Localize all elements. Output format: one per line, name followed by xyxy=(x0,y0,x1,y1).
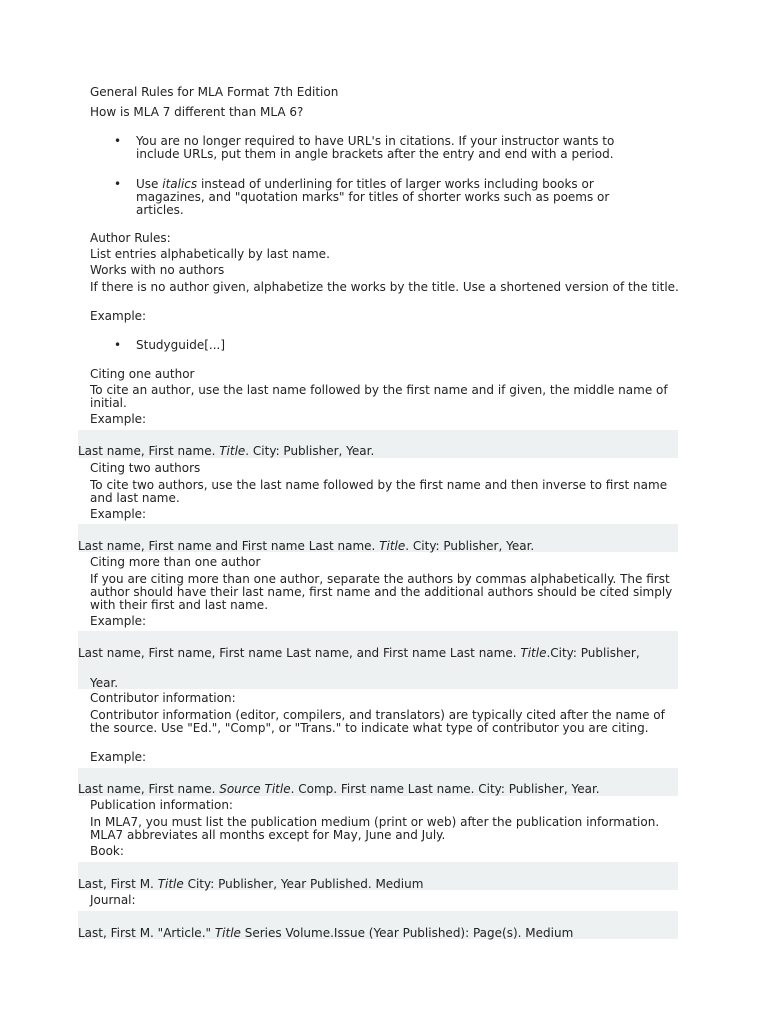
contributor-heading: Contributor information: xyxy=(90,691,236,705)
multi-authors-example-label: Example: xyxy=(90,614,147,628)
citation-italic: Title xyxy=(219,444,246,458)
citation-pre: Last name, First name, First name Last name, and First name Last name. xyxy=(78,646,521,660)
journal-citation xyxy=(78,927,678,940)
citation-italic: Title xyxy=(157,877,184,891)
two-authors-example-label: Example: xyxy=(90,507,147,521)
citation-pre: Last name, First name. xyxy=(78,444,220,458)
contributor-text: Contributor information (editor, compilers, and translators) are typically cited after the name of the source. Use "Ed.", "Comp", or "Trans." to indicate what type of contributor you are citing. xyxy=(90,708,665,735)
multi-authors-heading: Citing more than one author xyxy=(90,555,261,569)
one-author-heading: Citing one author xyxy=(90,367,195,381)
book-citation xyxy=(78,878,678,891)
author-rules-heading: Author Rules: xyxy=(90,231,171,245)
no-authors-text: If there is no author given, alphabetize the works by the title. Use a shortened version of the title. xyxy=(90,280,679,294)
citation-italic: Title xyxy=(379,539,406,553)
document-title: General Rules for MLA Format 7th Edition xyxy=(90,85,339,99)
two-authors-heading: Citing two authors xyxy=(90,461,201,475)
citation-pre: Last, First M. "Article." xyxy=(78,926,215,940)
two-authors-text: To cite two authors, use the last name followed by the first name and then inverse to first name and last name. xyxy=(90,478,668,505)
citation-post: .City: Publisher, xyxy=(546,646,640,660)
citation-italic: Title xyxy=(214,926,241,940)
citation-pre: Last, First M. xyxy=(78,877,158,891)
bullet-dot: • xyxy=(114,338,122,352)
author-rules-list-entries: List entries alphabetically by last name. xyxy=(90,247,330,261)
citation-post: . City: Publisher, Year. xyxy=(245,444,375,458)
multi-authors-citation xyxy=(78,647,678,660)
bullet-italics-change xyxy=(136,178,656,217)
publication-text: In MLA7, you must list the publication medium (print or web) after the publication information. MLA7 abbreviates all months except for May, June and July. xyxy=(90,815,660,842)
citation-post: . City: Publisher, Year. xyxy=(405,539,535,553)
publication-heading: Publication information: xyxy=(90,798,233,812)
multi-authors-text: If you are citing more than one author, separate the authors by commas alphabetically. The first author should have their last name, first name and the additional authors should be cited simply with their first and last name. xyxy=(90,572,673,612)
citation-italic: Title xyxy=(520,646,547,660)
citation-post: City: Publisher, Year Published. Medium xyxy=(183,877,424,891)
citation-post: . Comp. First name Last name. City: Publisher, Year. xyxy=(290,782,600,796)
bullet-italics-pre: Use xyxy=(136,177,163,191)
bullet-dot: • xyxy=(114,134,122,148)
one-author-citation xyxy=(78,445,678,458)
one-author-text: To cite an author, use the last name followed by the first name and if given, the middle name of initial. xyxy=(90,383,668,410)
bullet-italics-post: instead of underlining for titles of larger works including books or magazines, and "quotation marks" for titles of shorter works such as poems or articles. xyxy=(136,177,610,217)
no-authors-example-label: Example: xyxy=(90,309,147,323)
citation-pre: Last name, First name. xyxy=(78,782,220,796)
bullet-dot: • xyxy=(114,177,122,191)
citation-italic: Source Title xyxy=(219,782,291,796)
no-authors-heading: Works with no authors xyxy=(90,263,225,277)
bullet-url-change: You are no longer required to have URL's in citations. If your instructor wants to include URLs, put them in angle brackets after the entry and end with a period. xyxy=(136,134,615,161)
book-label: Book: xyxy=(90,844,124,858)
document-subtitle: How is MLA 7 different than MLA 6? xyxy=(90,105,304,119)
two-authors-citation xyxy=(78,540,678,553)
bullet-italics-word: italics xyxy=(162,177,198,191)
citation-pre: Last name, First name and First name Last name. xyxy=(78,539,380,553)
multi-authors-citation-line2: Year. xyxy=(90,676,119,690)
studyguide-bullet: Studyguide[...] xyxy=(136,338,226,352)
journal-label: Journal: xyxy=(90,893,136,907)
citation-post: Series Volume.Issue (Year Published): Page(s). Medium xyxy=(240,926,574,940)
contributor-example-label: Example: xyxy=(90,750,147,764)
contributor-citation xyxy=(78,783,678,796)
one-author-example-label: Example: xyxy=(90,412,147,426)
